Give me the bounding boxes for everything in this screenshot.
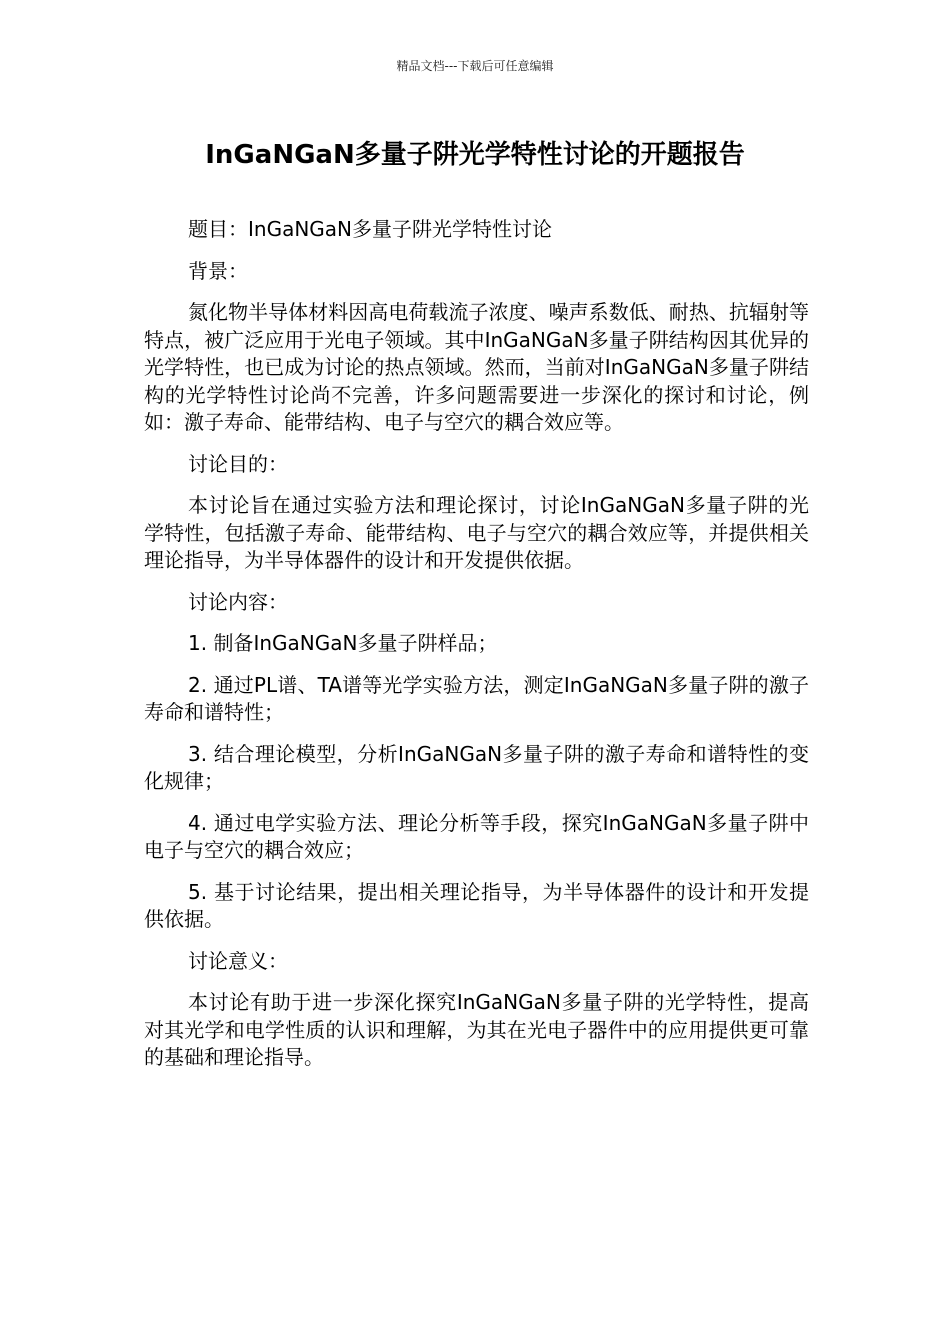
content-heading: 讨论内容： — [188, 589, 288, 614]
header-note: 精品文档---下载后可任意编辑 — [396, 59, 554, 73]
significance-heading: 讨论意义： — [188, 948, 288, 973]
background-heading: 背景： — [188, 258, 248, 283]
significance-paragraph: 本讨论有助于进一步深化探究InGaNGaN多量子阱的光学特性，提高对其光学和电学性质的认识和理解，为其在光电子器件中的应用提供更可靠的基础和理论指导。 — [144, 990, 809, 1069]
content-item-4: 4. 通过电学实验方法、理论分析等手段，探究InGaNGaN多量子阱中电子与空穴的耦合效应； — [144, 810, 809, 862]
topic-line: 题目：InGaNGaN多量子阱光学特性讨论 — [188, 217, 553, 241]
content-item-2: 2. 通过PL谱、TA谱等光学实验方法，测定InGaNGaN多量子阱的激子寿命和谱特性； — [144, 672, 809, 724]
purpose-paragraph: 本讨论旨在通过实验方法和理论探讨，讨论InGaNGaN多量子阱的光学特性，包括激子寿命、能带结构、电子与空穴的耦合效应等，并提供相关理论指导，为半导体器件的设计和开发提供依据。 — [144, 493, 809, 572]
purpose-heading: 讨论目的： — [188, 451, 288, 476]
content-item-3: 3. 结合理论模型，分析InGaNGaN多量子阱的激子寿命和谱特性的变化规律； — [144, 741, 809, 793]
content-item-5: 5. 基于讨论结果，提出相关理论指导，为半导体器件的设计和开发提供依据。 — [144, 879, 809, 931]
document-title: InGaNGaN多量子阱光学特性讨论的开题报告 — [205, 140, 745, 170]
content-item-1: 1. 制备InGaNGaN多量子阱样品； — [188, 631, 498, 655]
background-paragraph: 氮化物半导体材料因高电荷载流子浓度、噪声系数低、耐热、抗辐射等特点，被广泛应用于光电子领域。其中InGaNGaN多量子阱结构因其优异的光学特性，也已成为讨论的热点领域。然而，当前对InGaNGaN多量子阱结构的光学特性讨论尚不完善，许多问题需要进一步深化的探讨和讨论，例如：激子寿命、能带结构、电子与空穴的耦合效应等。 — [144, 300, 809, 434]
document-body — [144, 216, 809, 1086]
